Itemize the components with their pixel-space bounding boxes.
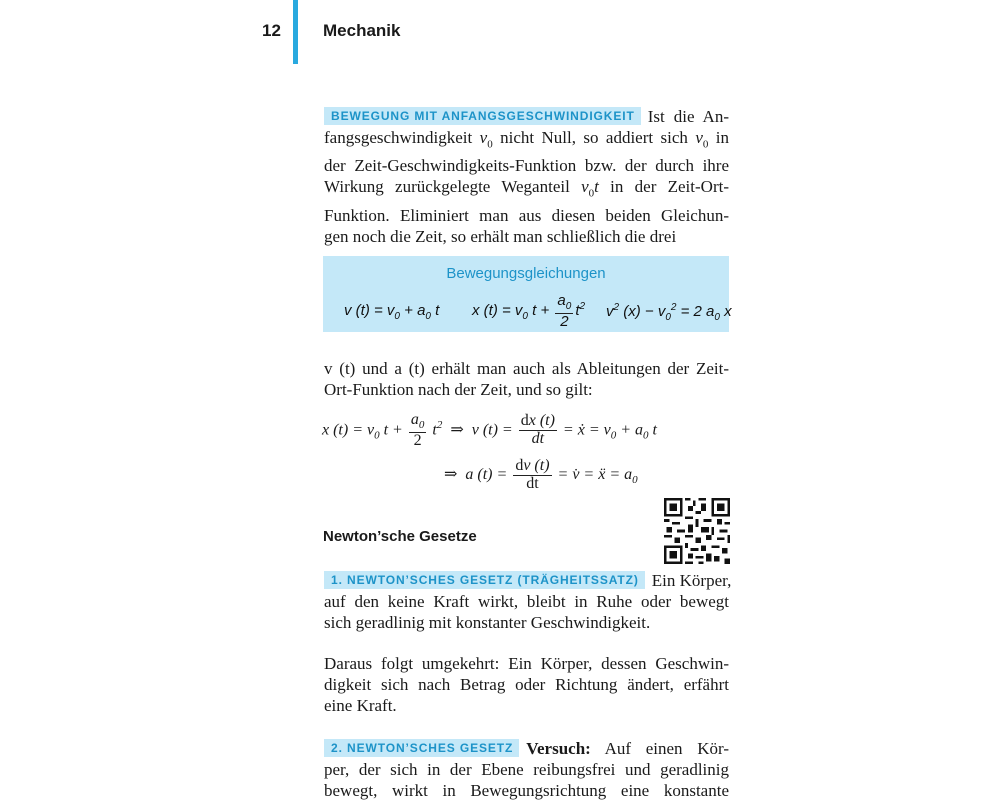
motion-line-4: Wirkung zurückgelegte Weganteil $v_0t$ in der Zeit-Ort- (324, 177, 729, 200)
newton-heading: Newton’sche Gesetze (323, 528, 477, 545)
equation-velocity-position: $v^2$ $(x) - v_0^2 = 2$ $a_0$ x (606, 302, 732, 323)
newton2-label: Versuch: (526, 739, 591, 758)
newton2-line-3: bewegt, wirkt in Bewegungsrichtung eine konstante (324, 781, 729, 800)
equations-box (323, 256, 732, 332)
conclusion-line-2: digkeit sich nach Betrag oder Richtung ändert, erfährt (324, 675, 729, 694)
newton2-paragraph (324, 738, 729, 801)
qr-code[interactable] (664, 498, 730, 564)
equation-velocity: v $(t) = v_0 + a_0$ t (344, 302, 440, 322)
header-rule (293, 0, 298, 64)
motion-line-3: der Zeit-Geschwindigkeits-Funktion bzw. der durch ihre (324, 156, 729, 176)
equations-box-title: Bewegungsgleichungen (446, 265, 606, 282)
conclusion-line-3: eine Kraft. (324, 696, 397, 715)
motion-line-6: gen noch die Zeit, so erhält man schließlich die drei (324, 226, 677, 246)
newton2-tag: 2. NEWTON’SCHES GESETZ (324, 739, 519, 757)
motion-line-5: Funktion. Eliminiert man aus diesen beiden Gleichun- (324, 205, 729, 225)
chapter-title: Mechanik (323, 21, 401, 40)
newton1-conclusion-paragraph (324, 653, 729, 716)
conclusion-line-1: Daraus folgt umgekehrt: Ein Körper, dessen Geschwin- (324, 654, 729, 673)
derivative-line-1: v (t) und a (t) erhält man auch als Ableitungen der Zeit- (324, 359, 729, 378)
motion-paragraph (324, 106, 729, 247)
motion-line-1: BEWEGUNG MIT ANFANGSGESCHWINDIGKEIT Ist die An- (324, 106, 729, 127)
motion-line-2: fangsgeschwindigkeit $v_0$ nicht Null, so addiert sich $v_0$ in (324, 128, 729, 151)
equation-position: x $(t) = v_0$ t + $\frac{a_0}{2}$ $t^2$ (472, 292, 586, 330)
newton2-line-2: per, der sich in der Ebene reibungsfrei und geradlinig (324, 760, 729, 779)
formula-velocity-derivative: x $(t) = v_0$ t + $\frac{a_0}{2}$ $t^2$ ⇒ v (t) = $\frac{dx (t)}{dt}$ = ẋ = $v_0 + a_0$ t (322, 411, 657, 449)
formula-acceleration-derivative: ⇒ a (t) = $\frac{dv (t)}{dt}$ = v̇ = ẍ = $a_0$ (444, 457, 638, 492)
newton1-paragraph (324, 570, 732, 633)
newton1-line-2: auf den keine Kraft wirkt, bleibt in Ruhe oder bewegt (324, 592, 729, 611)
newton1-line-3: sich geradlinig mit konstanter Geschwindigkeit. (324, 613, 651, 632)
derivative-paragraph (324, 358, 729, 400)
newton1-line-1: 1. NEWTON’SCHES GESETZ (TRÄGHEITSSATZ) Ein Körper, (324, 570, 729, 591)
newton2-line-1: 2. NEWTON’SCHES GESETZ Versuch: Auf einen Kör- (324, 738, 729, 759)
newton1-tag: 1. NEWTON’SCHES GESETZ (TRÄGHEITSSATZ) (324, 571, 645, 589)
page-number: 12 (262, 21, 281, 40)
derivative-line-2: Ort-Funktion nach der Zeit, und so gilt: (324, 380, 593, 399)
motion-tag: BEWEGUNG MIT ANFANGSGESCHWINDIGKEIT (324, 107, 641, 125)
